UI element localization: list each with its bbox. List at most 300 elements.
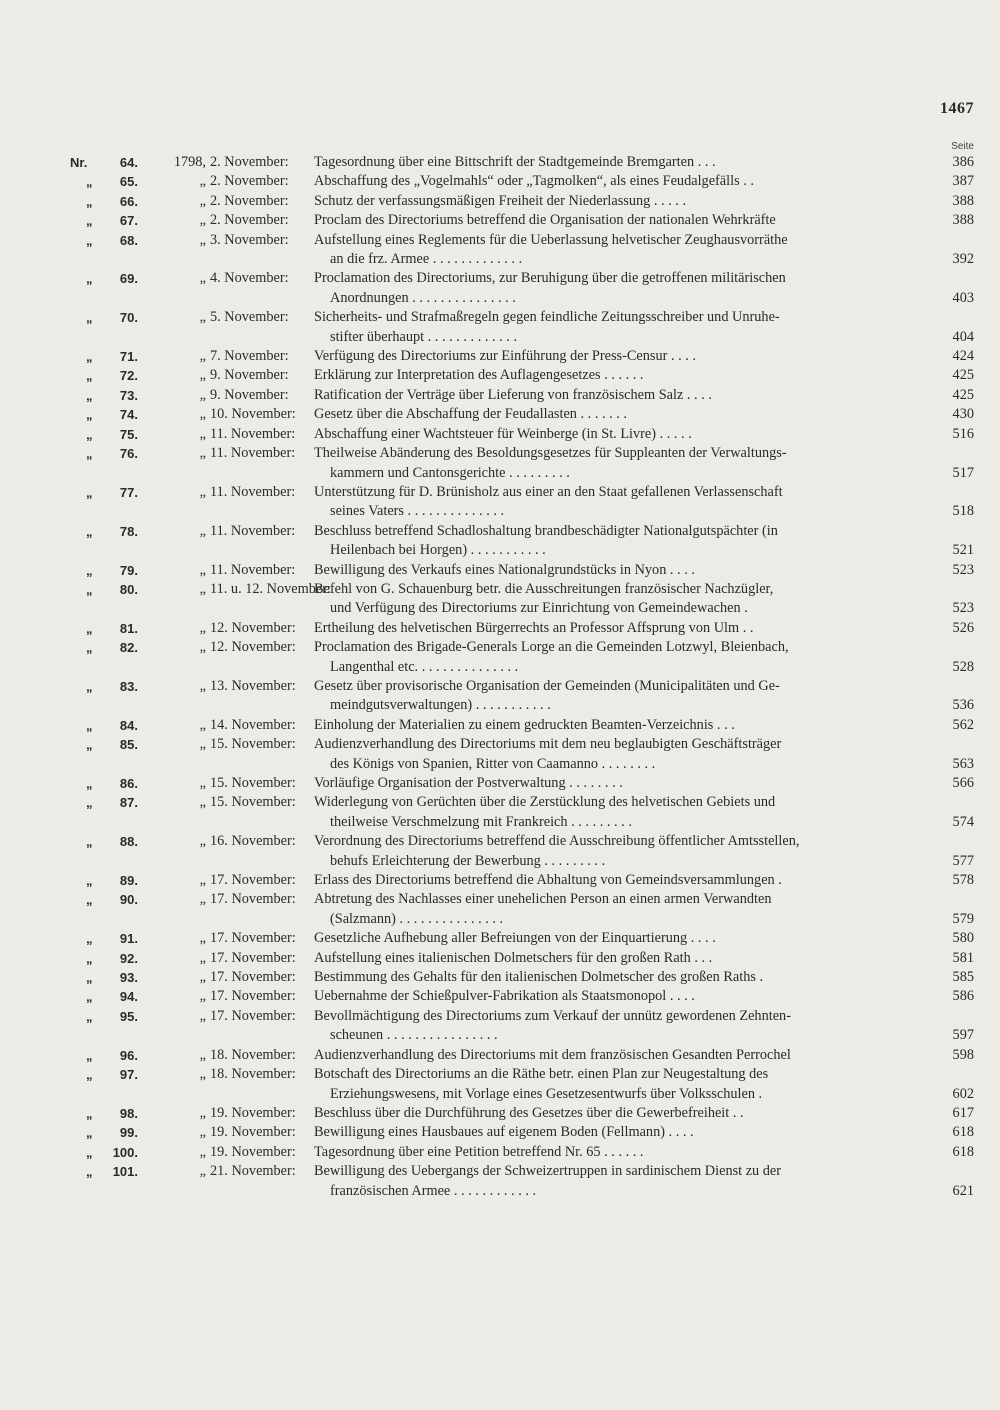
entry-year: „ bbox=[199, 406, 206, 423]
entry-title bbox=[314, 619, 908, 638]
entry-page: 523 bbox=[952, 600, 974, 617]
entry-date: 9. November: bbox=[210, 367, 289, 384]
toc-entry bbox=[0, 987, 1000, 1006]
entry-title bbox=[314, 716, 908, 735]
toc-entry bbox=[0, 638, 1000, 677]
entry-title-line: Theilweise Abänderung des Besoldungsgesetzes für Suppleanten der Verwaltungs- bbox=[314, 445, 787, 462]
entry-date: 11. November: bbox=[210, 425, 296, 442]
entry-number: 80. bbox=[119, 581, 138, 597]
entry-number: 77. bbox=[119, 484, 138, 500]
entry-year: „ bbox=[199, 949, 206, 966]
entry-page: 516 bbox=[952, 425, 974, 442]
entry-year: „ bbox=[199, 445, 206, 462]
entry-prefix: „ bbox=[86, 523, 93, 539]
entry-prefix: „ bbox=[86, 776, 93, 791]
entry-page: 577 bbox=[952, 852, 974, 869]
entry-title bbox=[314, 735, 908, 774]
entry-title bbox=[314, 1007, 908, 1046]
entry-title bbox=[314, 347, 908, 366]
entry-page: 618 bbox=[952, 1143, 974, 1160]
entry-page: 536 bbox=[952, 697, 974, 714]
entry-title-line: Audienzverhandlung des Directoriums mit dem neu beglaubigten Geschäftsträger bbox=[314, 736, 782, 753]
entry-title-line: des Königs von Spanien, Ritter von Caamanno . . . . . . . . bbox=[330, 755, 656, 772]
toc-entry bbox=[0, 1065, 1000, 1104]
entry-year: „ bbox=[199, 1143, 206, 1160]
entry-prefix: „ bbox=[86, 795, 93, 811]
toc-entry bbox=[0, 386, 1000, 405]
entry-date: 14. November: bbox=[210, 716, 296, 733]
toc-entry bbox=[0, 444, 1000, 483]
entry-title bbox=[314, 444, 908, 483]
entry-title bbox=[314, 231, 908, 270]
entry-prefix: „ bbox=[86, 970, 93, 986]
entry-title-line: Bewilligung des Uebergangs der Schweizertruppen in sardinischem Dienst zu der bbox=[314, 1163, 782, 1180]
entry-title-line: Beschluss betreffend Schadloshaltung brandbeschädigter Nationalgutspächter (in bbox=[314, 522, 778, 539]
toc-entry bbox=[0, 774, 1000, 793]
entry-title-line: an die frz. Armee . . . . . . . . . . . . . bbox=[330, 251, 523, 268]
entry-year: „ bbox=[199, 639, 206, 656]
entry-prefix: „ bbox=[86, 562, 93, 578]
entry-page: 617 bbox=[952, 1104, 974, 1121]
entry-number: 75. bbox=[119, 426, 138, 442]
entry-title bbox=[314, 677, 908, 716]
entry-title-line: theilweise Verschmelzung mit Frankreich . . . . . . . . . bbox=[330, 813, 632, 830]
entry-year: „ bbox=[199, 192, 206, 209]
table-of-contents bbox=[0, 153, 1000, 1201]
entry-title-line: Vorläufige Organisation der Postverwaltung . . . . . . . . bbox=[314, 775, 623, 791]
entry-prefix: „ bbox=[86, 737, 93, 753]
entry-title bbox=[314, 949, 908, 968]
entry-number: 97. bbox=[119, 1067, 138, 1083]
entry-year: „ bbox=[199, 872, 206, 889]
entry-page: 574 bbox=[952, 813, 974, 830]
entry-number: 79. bbox=[119, 562, 138, 578]
toc-entry bbox=[0, 1007, 1000, 1046]
toc-entry bbox=[0, 231, 1000, 270]
entry-year: „ bbox=[199, 580, 206, 597]
entry-page: 425 bbox=[952, 367, 974, 384]
seite-label: Seite bbox=[951, 141, 974, 152]
toc-entry bbox=[0, 211, 1000, 230]
entry-year: „ bbox=[199, 775, 206, 791]
toc-entry bbox=[0, 793, 1000, 832]
entry-year: „ bbox=[199, 794, 206, 811]
toc-entry bbox=[0, 949, 1000, 968]
entry-date: 11. November: bbox=[210, 483, 296, 500]
entry-date: 11. November: bbox=[210, 445, 296, 462]
entry-prefix: „ bbox=[86, 717, 93, 733]
entry-date: 21. November: bbox=[210, 1163, 296, 1180]
entry-title-line: Abschaffung des „Vogelmahls“ oder „Tagmolken“, als eines Feudalgefälls . . bbox=[314, 173, 754, 190]
entry-prefix: „ bbox=[86, 193, 93, 209]
entry-year: „ bbox=[199, 309, 206, 326]
toc-entry bbox=[0, 347, 1000, 366]
entry-date: 19. November: bbox=[210, 1104, 296, 1121]
entry-number: 88. bbox=[119, 834, 138, 850]
entry-page: 602 bbox=[952, 1085, 974, 1102]
entry-page: 566 bbox=[952, 775, 974, 791]
entry-date: 12. November: bbox=[210, 619, 296, 636]
entry-title-line: Befehl von G. Schauenburg betr. die Ausschreitungen französischer Nachzügler, bbox=[314, 580, 774, 597]
entry-year: „ bbox=[199, 483, 206, 500]
entry-page: 526 bbox=[952, 619, 974, 636]
entry-number: 68. bbox=[119, 232, 138, 248]
toc-entry bbox=[0, 1162, 1000, 1201]
entry-year: „ bbox=[199, 1066, 206, 1083]
entry-prefix: „ bbox=[86, 426, 93, 442]
entry-page: 585 bbox=[952, 969, 974, 986]
entry-title bbox=[314, 890, 908, 929]
entry-page: 518 bbox=[952, 503, 974, 520]
entry-year: „ bbox=[199, 988, 206, 1005]
entry-year: „ bbox=[199, 969, 206, 986]
entry-number: 82. bbox=[119, 640, 138, 656]
entry-date: 17. November: bbox=[210, 1007, 296, 1024]
entry-page: 430 bbox=[952, 406, 974, 423]
entry-number: 89. bbox=[119, 873, 138, 889]
entry-prefix: „ bbox=[86, 349, 93, 365]
toc-entry bbox=[0, 1104, 1000, 1123]
entry-title-line: Botschaft des Directoriums an die Räthe betr. einen Plan zur Neugestaltung des bbox=[314, 1066, 769, 1083]
entry-date: 11. November: bbox=[210, 522, 296, 539]
entry-prefix: „ bbox=[86, 931, 93, 947]
entry-number: 70. bbox=[119, 310, 138, 326]
entry-page: 388 bbox=[952, 192, 974, 209]
entry-year: „ bbox=[199, 891, 206, 908]
entry-number: 81. bbox=[119, 620, 138, 636]
entry-prefix: „ bbox=[86, 213, 93, 229]
entry-prefix: „ bbox=[86, 678, 93, 694]
entry-prefix: „ bbox=[86, 174, 93, 190]
entry-year: 1798, bbox=[173, 154, 206, 170]
entry-number: 84. bbox=[119, 717, 138, 733]
toc-entry bbox=[0, 890, 1000, 929]
entry-date: 3. November: bbox=[210, 231, 289, 248]
entry-year: „ bbox=[199, 386, 206, 403]
entry-date: 17. November: bbox=[210, 930, 296, 947]
entry-title-line: Tagesordnung über eine Petition betreffend Nr. 65 . . . . . . bbox=[314, 1143, 644, 1160]
entry-title bbox=[314, 425, 908, 444]
entry-year: „ bbox=[199, 1163, 206, 1180]
entry-number: 87. bbox=[119, 795, 138, 811]
entry-year: „ bbox=[199, 716, 206, 733]
entry-prefix: „ bbox=[86, 640, 93, 656]
entry-year: „ bbox=[199, 619, 206, 636]
entry-number: 71. bbox=[119, 349, 138, 365]
entry-year: „ bbox=[199, 348, 206, 365]
entry-number: 96. bbox=[119, 1047, 138, 1063]
entry-date: 15. November: bbox=[210, 794, 296, 811]
page-number: 1467 bbox=[940, 100, 974, 117]
entry-page: 586 bbox=[952, 988, 974, 1005]
entry-date: 2. November: bbox=[210, 173, 289, 190]
entry-title-line: Widerlegung von Gerüchten über die Zerstücklung des helvetischen Gebiets und bbox=[314, 794, 776, 811]
entry-year: „ bbox=[199, 173, 206, 190]
toc-entry bbox=[0, 172, 1000, 191]
entry-prefix: „ bbox=[86, 271, 93, 287]
entry-title-line: seines Vaters . . . . . . . . . . . . . . bbox=[330, 503, 505, 520]
toc-entry bbox=[0, 929, 1000, 948]
entry-year: „ bbox=[199, 367, 206, 384]
entry-title-line: scheunen . . . . . . . . . . . . . . . . bbox=[330, 1027, 498, 1044]
entry-title bbox=[314, 405, 908, 424]
toc-entry bbox=[0, 1123, 1000, 1142]
entry-title bbox=[314, 172, 908, 191]
entry-year: „ bbox=[199, 212, 206, 229]
toc-entry bbox=[0, 405, 1000, 424]
entry-title-line: Langenthal etc. . . . . . . . . . . . . . . bbox=[330, 658, 519, 675]
entry-page: 386 bbox=[952, 154, 974, 170]
entry-number: 66. bbox=[119, 193, 138, 209]
toc-entry bbox=[0, 153, 1000, 172]
entry-date: 2. November: bbox=[210, 212, 289, 229]
entry-date: 2. November: bbox=[210, 154, 289, 170]
entry-prefix: „ bbox=[86, 310, 93, 326]
entry-date: 4. November: bbox=[210, 270, 289, 287]
entry-title bbox=[314, 1162, 908, 1201]
entry-date: 18. November: bbox=[210, 1046, 296, 1063]
entry-number: 100. bbox=[112, 1144, 138, 1160]
entry-title-line: Audienzverhandlung des Directoriums mit dem französischen Gesandten Perrochel bbox=[314, 1046, 791, 1063]
entry-title-line: Gesetzliche Aufhebung aller Befreiungen von der Einquartierung . . . . bbox=[314, 930, 716, 947]
toc-entry bbox=[0, 425, 1000, 444]
entry-number: 73. bbox=[119, 387, 138, 403]
entry-title bbox=[314, 308, 908, 347]
toc-entry bbox=[0, 716, 1000, 735]
entry-title-line: Abtretung des Nachlasses einer unehelichen Person an einen armen Verwandten bbox=[314, 891, 772, 908]
entry-prefix: „ bbox=[86, 1164, 93, 1180]
entry-title-line: Verordnung des Directoriums betreffend die Ausschreibung öffentlicher Amtsstellen, bbox=[314, 833, 800, 850]
entry-year: „ bbox=[199, 930, 206, 947]
entry-title-line: behufs Erleichterung der Bewerbung . . . . . . . . . bbox=[330, 852, 606, 869]
entry-date: 7. November: bbox=[210, 348, 289, 365]
entry-date: 15. November: bbox=[210, 736, 296, 753]
entry-number: 85. bbox=[119, 737, 138, 753]
entry-date: 12. November: bbox=[210, 639, 296, 656]
entry-prefix: „ bbox=[86, 873, 93, 889]
entry-title-line: Erlass des Directoriums betreffend die Abhaltung von Gemeindsversammlungen . bbox=[314, 872, 782, 889]
entry-prefix: „ bbox=[86, 1067, 93, 1083]
entry-title bbox=[314, 968, 908, 987]
entry-page: 425 bbox=[952, 386, 974, 403]
entry-title-line: Beschluss über die Durchführung des Gesetzes über die Gewerbefreiheit . . bbox=[314, 1104, 744, 1121]
entry-prefix: „ bbox=[86, 989, 93, 1005]
entry-year: „ bbox=[199, 1124, 206, 1141]
entry-page: 579 bbox=[952, 910, 974, 927]
entry-title-line: Tagesordnung über eine Bittschrift der Stadtgemeinde Bremgarten . . . bbox=[314, 154, 716, 170]
entry-title-line: Uebernahme der Schießpulver-Fabrikation als Staatsmonopol . . . . bbox=[314, 988, 695, 1005]
toc-entry bbox=[0, 522, 1000, 561]
entry-title-line: stifter überhaupt . . . . . . . . . . . . . bbox=[330, 328, 518, 345]
entry-title-line: Erklärung zur Interpretation des Auflagengesetzes . . . . . . bbox=[314, 367, 644, 384]
entry-title-line: Ertheilung des helvetischen Bürgerrechts an Professor Affsprung von Ulm . . bbox=[314, 619, 754, 636]
toc-entry bbox=[0, 832, 1000, 871]
entry-number: 94. bbox=[119, 989, 138, 1005]
entry-title-line: Verfügung des Directoriums zur Einführung der Press-Censur . . . . bbox=[314, 348, 696, 365]
entry-title bbox=[314, 1143, 908, 1162]
entry-title-line: Bevollmächtigung des Directoriums zum Verkauf der unnütz gewordenen Zehnten- bbox=[314, 1007, 791, 1024]
entry-prefix: „ bbox=[86, 581, 93, 597]
toc-entry bbox=[0, 483, 1000, 522]
entry-title bbox=[314, 1104, 908, 1123]
entry-year: „ bbox=[199, 270, 206, 287]
entry-prefix: „ bbox=[86, 892, 93, 908]
toc-entry bbox=[0, 561, 1000, 580]
entry-date: 9. November: bbox=[210, 386, 289, 403]
toc-entry bbox=[0, 1143, 1000, 1162]
entry-prefix: „ bbox=[86, 834, 93, 850]
entry-date: 18. November: bbox=[210, 1066, 296, 1083]
entry-title-line: Abschaffung einer Wachtsteuer für Weinberge (in St. Livre) . . . . . bbox=[314, 425, 692, 442]
toc-entry bbox=[0, 619, 1000, 638]
entry-number: 72. bbox=[119, 368, 138, 384]
entry-title-line: Aufstellung eines Reglements für die Ueberlassung helvetischer Zeughausvorräthe bbox=[314, 231, 788, 248]
entry-prefix: „ bbox=[86, 620, 93, 636]
entry-page: 598 bbox=[952, 1046, 974, 1063]
entry-number: 69. bbox=[119, 271, 138, 287]
entry-page: 563 bbox=[952, 755, 974, 772]
entry-number: 86. bbox=[119, 776, 138, 791]
entry-number: 65. bbox=[119, 174, 138, 190]
entry-number: 74. bbox=[119, 407, 138, 423]
entry-number: 91. bbox=[119, 931, 138, 947]
entry-year: „ bbox=[199, 231, 206, 248]
entry-year: „ bbox=[199, 677, 206, 694]
entry-prefix: „ bbox=[86, 484, 93, 500]
entry-year: „ bbox=[199, 522, 206, 539]
entry-title bbox=[314, 386, 908, 405]
entry-page: 580 bbox=[952, 930, 974, 947]
entry-number: 99. bbox=[119, 1125, 138, 1141]
entry-prefix: „ bbox=[86, 407, 93, 423]
entry-page: 403 bbox=[952, 289, 974, 306]
entry-year: „ bbox=[199, 1046, 206, 1063]
entry-prefix: „ bbox=[86, 1125, 93, 1141]
entry-page: 621 bbox=[952, 1182, 974, 1199]
entry-title-line: meindgutsverwaltungen) . . . . . . . . . . . bbox=[330, 697, 551, 714]
entry-title bbox=[314, 871, 908, 890]
entry-prefix: Nr. bbox=[70, 155, 88, 170]
toc-entry bbox=[0, 1046, 1000, 1065]
entry-title bbox=[314, 832, 908, 871]
entry-title-line: französischen Armee . . . . . . . . . . . . bbox=[330, 1182, 537, 1199]
entry-title bbox=[314, 269, 908, 308]
entry-title bbox=[314, 580, 908, 619]
entry-date: 5. November: bbox=[210, 309, 289, 326]
entry-title bbox=[314, 522, 908, 561]
entry-title-line: Proclamation des Directoriums, zur Beruhigung über die getroffenen militärischen bbox=[314, 270, 786, 287]
entry-prefix: „ bbox=[86, 446, 93, 462]
entry-title-line: (Salzmann) . . . . . . . . . . . . . . . bbox=[330, 910, 504, 927]
entry-year: „ bbox=[199, 1104, 206, 1121]
entry-title bbox=[314, 774, 908, 793]
toc-entry bbox=[0, 677, 1000, 716]
entry-number: 83. bbox=[119, 678, 138, 694]
entry-year: „ bbox=[199, 1007, 206, 1024]
entry-title bbox=[314, 929, 908, 948]
entry-title bbox=[314, 153, 908, 172]
entry-page: 404 bbox=[952, 328, 974, 345]
entry-title-line: Bestimmung des Gehalts für den italienischen Dolmetscher des großen Raths . bbox=[314, 969, 764, 986]
entry-title bbox=[314, 1123, 908, 1142]
entry-number: 78. bbox=[119, 523, 138, 539]
entry-year: „ bbox=[199, 561, 206, 578]
entry-title bbox=[314, 987, 908, 1006]
entry-year: „ bbox=[199, 833, 206, 850]
entry-date: 19. November: bbox=[210, 1124, 296, 1141]
entry-page: 388 bbox=[952, 212, 974, 229]
entry-number: 92. bbox=[119, 950, 138, 966]
entry-prefix: „ bbox=[86, 232, 93, 248]
entry-title bbox=[314, 1046, 908, 1065]
entry-title-line: Gesetz über die Abschaffung der Feudallasten . . . . . . . bbox=[314, 406, 627, 423]
toc-entry bbox=[0, 580, 1000, 619]
entry-page: 618 bbox=[952, 1124, 974, 1141]
entry-date: 17. November: bbox=[210, 872, 296, 889]
entry-date: 17. November: bbox=[210, 988, 296, 1005]
entry-title bbox=[314, 793, 908, 832]
entry-date: 16. November: bbox=[210, 833, 296, 850]
entry-title-line: kammern und Cantonsgerichte . . . . . . . . . bbox=[330, 464, 570, 481]
entry-page: 578 bbox=[952, 872, 974, 889]
entry-page: 424 bbox=[952, 348, 974, 365]
entry-date: 11. u. 12. November: bbox=[210, 580, 331, 597]
entry-page: 562 bbox=[952, 716, 974, 733]
entry-date: 10. November: bbox=[210, 406, 296, 423]
entry-number: 90. bbox=[119, 892, 138, 908]
entry-page: 521 bbox=[952, 542, 974, 559]
entry-prefix: „ bbox=[86, 1105, 93, 1121]
entry-prefix: „ bbox=[86, 1144, 93, 1160]
entry-date: 17. November: bbox=[210, 969, 296, 986]
entry-date: 17. November: bbox=[210, 949, 296, 966]
entry-number: 67. bbox=[119, 213, 138, 229]
entry-title-line: Proclam des Directoriums betreffend die Organisation der nationalen Wehrkräfte bbox=[314, 212, 776, 229]
entry-title-line: Bewilligung des Verkaufs eines Nationalgrundstücks in Nyon . . . . bbox=[314, 561, 695, 578]
entry-title bbox=[314, 211, 908, 230]
entry-number: 101. bbox=[112, 1164, 138, 1180]
entry-number: 64. bbox=[119, 155, 138, 170]
toc-entry bbox=[0, 366, 1000, 385]
entry-title-line: Bewilligung eines Hausbaues auf eigenem Boden (Fellmann) . . . . bbox=[314, 1124, 694, 1141]
entry-number: 98. bbox=[119, 1105, 138, 1121]
entry-title-line: Heilenbach bei Horgen) . . . . . . . . . . . bbox=[330, 542, 546, 559]
entry-number: 95. bbox=[119, 1008, 138, 1024]
entry-title bbox=[314, 1065, 908, 1104]
entry-page: 523 bbox=[952, 561, 974, 578]
toc-entry bbox=[0, 871, 1000, 890]
entry-number: 93. bbox=[119, 970, 138, 986]
entry-title-line: Aufstellung eines italienischen Dolmetschers für den großen Rath . . . bbox=[314, 949, 713, 966]
entry-date: 13. November: bbox=[210, 677, 296, 694]
toc-entry bbox=[0, 308, 1000, 347]
entry-title-line: Proclamation des Brigade-Generals Lorge an die Gemeinden Lotzwyl, Bleienbach, bbox=[314, 639, 789, 656]
entry-title bbox=[314, 192, 908, 211]
entry-date: 17. November: bbox=[210, 891, 296, 908]
entry-title bbox=[314, 366, 908, 385]
entry-page: 517 bbox=[952, 464, 974, 481]
entry-title bbox=[314, 638, 908, 677]
entry-title bbox=[314, 561, 908, 580]
toc-entry bbox=[0, 968, 1000, 987]
entry-title bbox=[314, 483, 908, 522]
toc-entry bbox=[0, 269, 1000, 308]
entry-title-line: Schutz der verfassungsmäßigen Freiheit der Niederlassung . . . . . bbox=[314, 192, 687, 209]
entry-title-line: Anordnungen . . . . . . . . . . . . . . . bbox=[330, 289, 516, 306]
entry-title-line: Einholung der Materialien zu einem gedruckten Beamten-Verzeichnis . . . bbox=[314, 716, 735, 733]
entry-date: 2. November: bbox=[210, 192, 289, 209]
entry-date: 19. November: bbox=[210, 1143, 296, 1160]
